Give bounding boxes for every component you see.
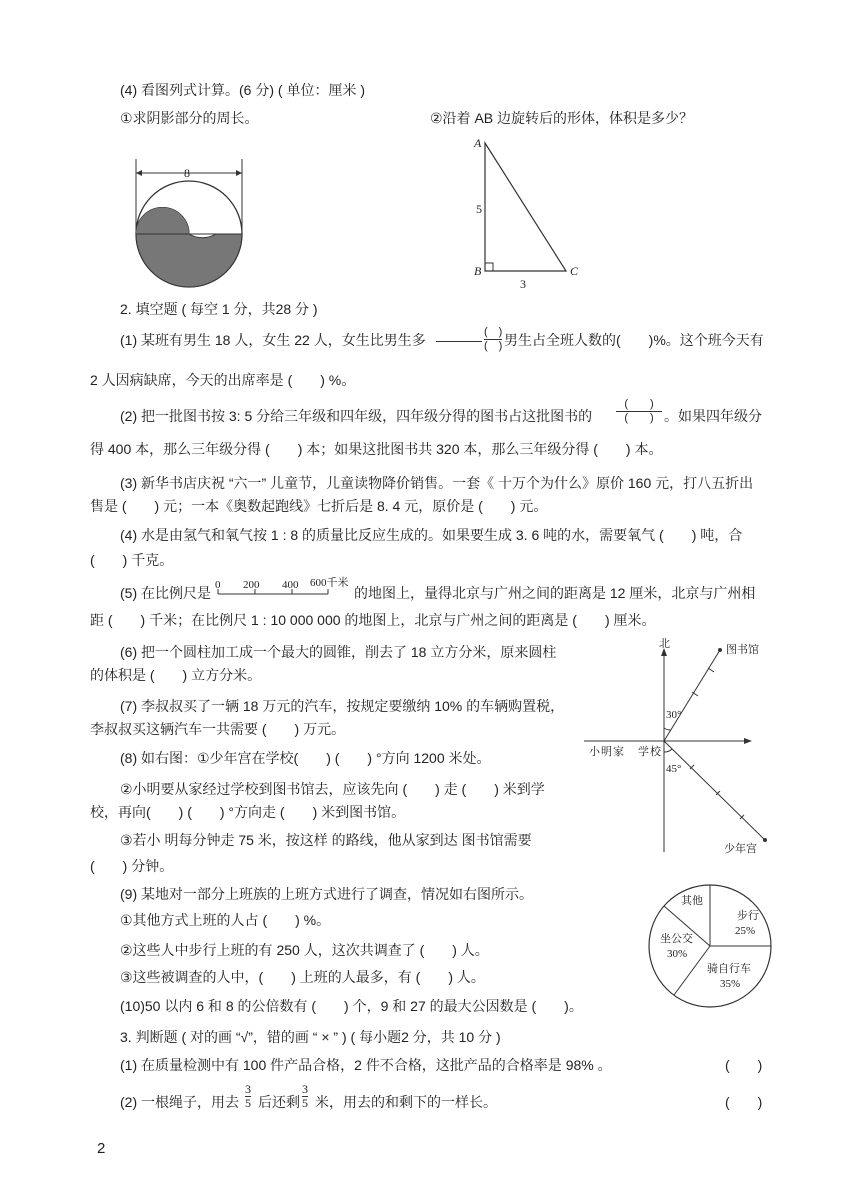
q4-heading: (4) 看图列式计算。(6 分) ( 单位：厘米 ) — [120, 82, 365, 98]
judge-q2-answer-blank: ( ) — [725, 1094, 763, 1110]
map-angle-30: 30° — [666, 709, 682, 721]
fill-q6-line1: (6) 把一个圆柱加工成一个最大的圆锥，削去了 18 立方分米，原来圆柱 — [120, 644, 557, 660]
fill-q3-line1: (3) 新华书店庆祝 “六一” 儿童节，儿童读物降价销售。一套《 十万个为什么》原价 160 元，打八五折出 — [120, 475, 754, 491]
pie-label-other: 其他 — [681, 895, 703, 907]
q4-sub2: ②沿着 AB 边旋转后的形体，体积是多少？ — [430, 110, 694, 126]
fill-q1-line2: 2 人因病缺席，今天的出席率是 ( ) %。 — [90, 372, 356, 388]
fill-q2-line2: 得 400 本，那么三年级分得 ( ) 本；如果这批图书共 320 本，那么三年级分得 ( ) 本。 — [90, 441, 663, 457]
fill-q9-line2: ①其他方式上班的人占 ( ) %。 — [120, 912, 331, 928]
fill-q8-line5: ( ) 分钟。 — [90, 858, 174, 874]
fill-q6-line2: 的体积是 ( ) 立方分米。 — [90, 667, 262, 683]
vertex-b: B — [474, 264, 482, 278]
map-school-label: 学校 — [638, 746, 662, 758]
page-number: 2 — [97, 1140, 106, 1157]
judge-q2-part-c: 米，用去的和剩下的一样长。 — [315, 1094, 497, 1110]
judge-q2-fraction-2: 3 5 — [302, 1082, 308, 1110]
circle-diameter-label: 8 — [184, 166, 190, 180]
fill-q7-line1: (7) 李叔叔买了一辆 18 万元的汽车，按规定要缴纳 10% 的车辆购置税， — [120, 698, 565, 714]
side-ab-label: 5 — [476, 202, 482, 216]
map-youth-palace-label: 少年宫 — [724, 843, 757, 855]
fill-q8-line3: 校，再向( ) ( ) °方向走 ( ) 米到图书馆。 — [90, 804, 406, 820]
vertex-a: A — [474, 136, 482, 150]
judge-q2-part-a: (2) 一根绳子，用去 — [120, 1094, 239, 1110]
fill-q8-line4: ③若小 明每分钟走 75 米，按这样 的路线，他从家到达 图书馆需要 — [120, 832, 532, 848]
map-angle-45: 45° — [666, 763, 682, 775]
section2-heading: 2. 填空题 ( 每空 1 分，共28 分 ) — [120, 301, 318, 317]
pie-value-bike: 35% — [720, 978, 741, 990]
fill-q5-line2: 距 ( ) 千米；在比例尺 1 : 10 000 000 的地图上，北京与广州之间的距离是 ( ) 厘米。 — [90, 612, 656, 628]
fill-q3-line2: 售是 ( ) 元；一本《奥数起跑线》七折后是 8. 4 元，原价是 ( ) 元。 — [90, 498, 548, 514]
scale-tick-600: 600千米 — [310, 577, 349, 589]
judge-q2-fraction-1: 3 5 — [245, 1082, 251, 1110]
section3-heading: 3. 判断题 ( 对的画 “√”，错的画 “ × ” ) ( 每小题2 分，共 10 分 ) — [120, 1029, 501, 1045]
fill-q2-fraction-blank: ( ) ( ) — [616, 398, 662, 425]
pie-value-bus: 30% — [667, 948, 688, 960]
pie-value-walk: 25% — [735, 925, 756, 937]
shaded-circle-figure — [120, 155, 260, 290]
pie-label-walk: 步行 — [737, 910, 759, 922]
fill-q1-line1a: (1) 某班有男生 18 人，女生 22 人，女生比男生多 — [120, 332, 426, 348]
scale-tick-400: 400 — [282, 579, 299, 591]
fill-q9-line4: ③这些被调查的人中，( ) 上班的人最多，有 ( ) 人。 — [120, 969, 485, 985]
right-triangle-figure — [470, 135, 580, 285]
fill-q9-line3: ②这些人中步行上班的有 250 人，这次共调查了 ( ) 人。 — [120, 942, 489, 958]
fill-q8-line2: ②小明要从家经过学校到图书馆去，应该先向 ( ) 走 ( ) 米到学 — [120, 781, 545, 797]
vertex-c: C — [570, 264, 579, 278]
judge-q2-part-b: 后还剩 — [258, 1094, 300, 1110]
fill-q7-line2: 李叔叔买这辆汽车一共需要 ( ) 万元。 — [90, 721, 346, 737]
fill-q5-line1b: 的地图上，量得北京与广州之间的距离是 12 厘米，北京与广州相 — [354, 585, 756, 601]
scale-tick-0: 0 — [215, 579, 221, 591]
fill-q8-line1: (8) 如右图：①少年宫在学校( ) ( ) °方向 1200 米处。 — [120, 750, 491, 766]
map-north-label: 北 — [659, 638, 670, 650]
fill-q1-blank-line — [436, 341, 482, 342]
pie-label-bike: 骑自行车 — [707, 963, 751, 975]
fill-q9-line1: (9) 某地对一部分上班族的上班方式进行了调查，情况如右图所示。 — [120, 886, 533, 902]
fill-q1-line1b: 男生占全班人数的( )%。这个班今天有 — [504, 332, 764, 348]
map-home-label: 小明家 — [589, 746, 625, 758]
fill-q1-fraction-blank: ( ) ( ) — [484, 326, 503, 352]
judge-q1-answer-blank: ( ) — [725, 1057, 763, 1073]
fill-q2-line1b: 。如果四年级分 — [664, 408, 762, 424]
fill-q4-line2: ( ) 千克。 — [90, 552, 174, 568]
q4-sub1: ①求阴影部分的周长。 — [120, 110, 259, 126]
scale-tick-200: 200 — [243, 579, 260, 591]
map-library-label: 图书馆 — [726, 644, 759, 656]
fill-q10: (10)50 以内 6 和 8 的公倍数有 ( ) 个，9 和 27 的最大公因数是 ( )。 — [120, 998, 583, 1014]
judge-q1: (1) 在质量检测中有 100 件产品合格，2 件不合格，这批产品的合格率是 98% 。 — [120, 1057, 612, 1073]
fill-q4-line1: (4) 水是由氢气和氧气按 1 : 8 的质量比反应生成的。如果要生成 3. 6 吨的水，需要氧气 ( ) 吨，合 — [120, 527, 743, 543]
fill-q2-line1a: (2) 把一批图书按 3: 5 分给三年级和四年级，四年级分得的图书占这批图书的 — [120, 408, 593, 424]
fill-q5-line1a: (5) 在比例尺是 — [120, 585, 211, 601]
pie-label-bus: 坐公交 — [660, 933, 693, 945]
side-bc-label: 3 — [520, 277, 526, 291]
